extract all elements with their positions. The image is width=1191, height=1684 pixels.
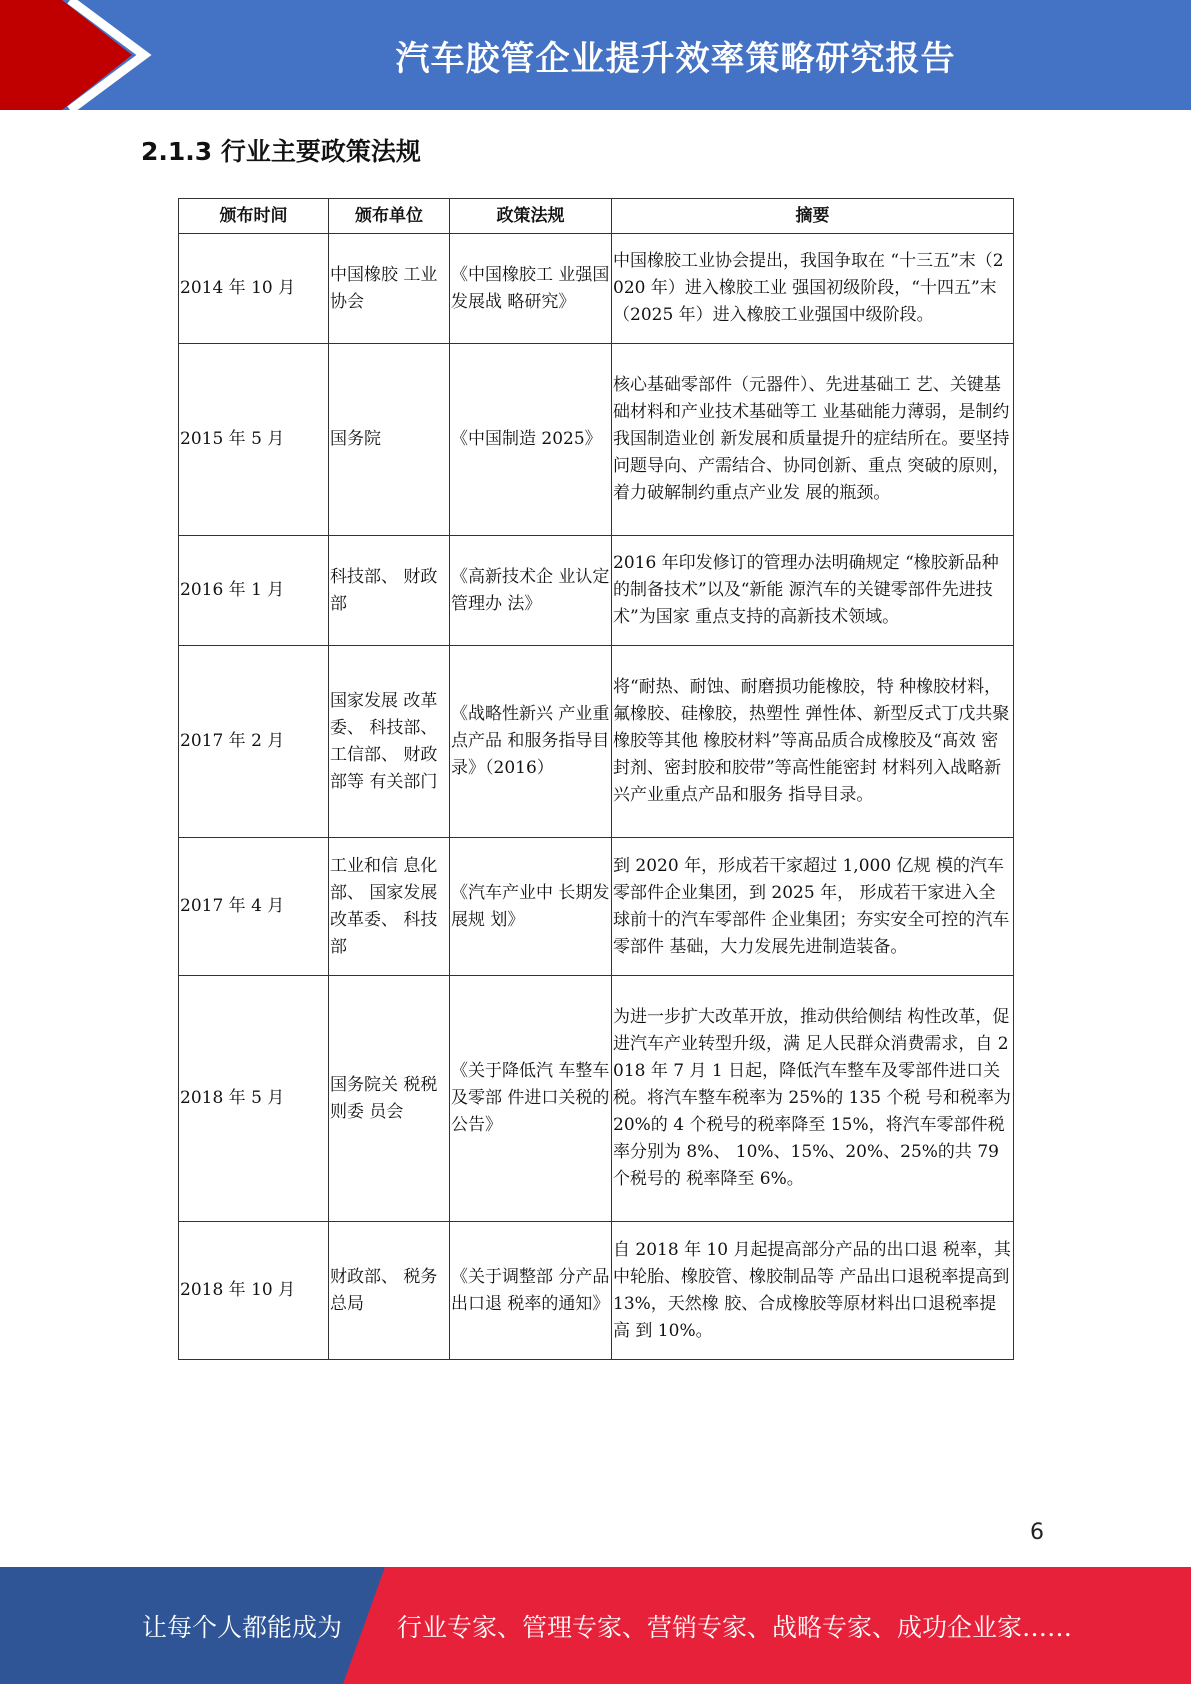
cell-date: 2017 年 2 月 xyxy=(179,646,329,838)
page-number: 6 xyxy=(1030,1520,1044,1545)
cell-date: 2015 年 5 月 xyxy=(179,344,329,536)
cell-org: 国家发展 改革委、 科技部、 工信部、 财政部等 有关部门 xyxy=(329,646,450,838)
table-row xyxy=(179,976,1014,1222)
header-org: 颁布单位 xyxy=(329,199,450,234)
table-row xyxy=(179,1222,1014,1360)
cell-policy: 《关于调整部 分产品出口退 税率的通知》 xyxy=(450,1222,612,1360)
cell-date: 2014 年 10 月 xyxy=(179,234,329,344)
cell-org: 国务院关 税税则委 员会 xyxy=(329,976,450,1222)
cell-summary: 核心基础零部件（元器件）、先进基础工 艺、关键基础材料和产业技术基础等工 业基础能力薄弱，是制约我国制造业创 新发展和质量提升的症结所在。要坚持 问题导向、产需结合、协同创新、重点 突破的原则，着力破解制约重点产业发 展的瓶颈。 xyxy=(612,344,1014,536)
page-footer xyxy=(0,1567,1191,1684)
cell-date: 2018 年 10 月 xyxy=(179,1222,329,1360)
cell-summary: 将“耐热、耐蚀、耐磨损功能橡胶，特 种橡胶材料，氟橡胶、硅橡胶，热塑性 弹性体、新型反式丁戊共聚橡胶等其他 橡胶材料”等髙品质合成橡胶及“髙效 密封剂、密封胶和胶带”等高性能密封 材料列入战略新兴产业重点产品和服务 指导目录。 xyxy=(612,646,1014,838)
cell-org: 科技部、 财政部 xyxy=(329,536,450,646)
table-row xyxy=(179,344,1014,536)
header-summary: 摘要 xyxy=(612,199,1014,234)
table-header-row xyxy=(179,199,1014,234)
footer-slogan-left: 让每个人都能成为 xyxy=(142,1612,343,1642)
cell-org: 国务院 xyxy=(329,344,450,536)
cell-org: 工业和信 息化部、 国家发展 改革委、 科技部 xyxy=(329,838,450,976)
cell-policy: 《高新技术企 业认定管理办 法》 xyxy=(450,536,612,646)
table-row xyxy=(179,646,1014,838)
header-date: 颁布时间 xyxy=(179,199,329,234)
cell-date: 2016 年 1 月 xyxy=(179,536,329,646)
cell-summary: 为进一步扩大改革开放，推动供给侧结 构性改革，促进汽车产业转型升级，满 足人民群众消费需求，自 2018 年 7 月 1 日起，降低汽车整车及零部件进口关 税。将汽车整车税率为 25%的 135 个税 号和税率为 20%的 4 个税号的税率降至 15%，将汽车零部件税率分别为 8%、 10%、15%、20%、25%的共 79 个税号的 税率降至 6%。 xyxy=(612,976,1014,1222)
table-row xyxy=(179,536,1014,646)
cell-policy: 《关于降低汽 车整车及零部 件进口关税的 公告》 xyxy=(450,976,612,1222)
cell-date: 2017 年 4 月 xyxy=(179,838,329,976)
policy-table xyxy=(178,198,1014,1360)
cell-policy: 《汽车产业中 长期发展规 划》 xyxy=(450,838,612,976)
header-policy: 政策法规 xyxy=(450,199,612,234)
cell-summary: 2016 年印发修订的管理办法明确规定 “橡胶新品种的制备技术”以及“新能 源汽车的关键零部件先进技术”为国家 重点支持的高新技术领域。 xyxy=(612,536,1014,646)
footer-slogan-right: 行业专家、管理专家、营销专家、战略专家、成功企业家…… xyxy=(397,1612,1073,1642)
table-row xyxy=(179,838,1014,976)
cell-summary: 中国橡胶工业协会提出，我国争取在 “十三五”末（2020 年）进入橡胶工业 强国初级阶段，“十四五”末（2025 年）进入橡胶工业强国中级阶段。 xyxy=(612,234,1014,344)
cell-policy: 《中国制造 2025》 xyxy=(450,344,612,536)
cell-policy: 《战略性新兴 产业重点产品 和服务指导目 录》（2016） xyxy=(450,646,612,838)
table-row xyxy=(179,234,1014,344)
page-header xyxy=(0,0,1191,110)
cell-date: 2018 年 5 月 xyxy=(179,976,329,1222)
cell-org: 中国橡胶 工业协会 xyxy=(329,234,450,344)
cell-summary: 到 2020 年，形成若干家超过 1,000 亿规 模的汽车零部件企业集团，到 2025 年， 形成若干家进入全球前十的汽车零部件 企业集团；夯实安全可控的汽车零部件 基础，大力发展先进制造装备。 xyxy=(612,838,1014,976)
section-title: 2.1.3 行业主要政策法规 xyxy=(141,137,421,166)
cell-org: 财政部、 税务总局 xyxy=(329,1222,450,1360)
report-title: 汽车胶管企业提升效率策略研究报告 xyxy=(395,38,956,79)
cell-summary: 自 2018 年 10 月起提高部分产品的出口退 税率，其中轮胎、橡胶管、橡胶制品等 产品出口退税率提高到 13%，天然橡 胶、合成橡胶等原材料出口退税率提高 到 10%。 xyxy=(612,1222,1014,1360)
cell-policy: 《中国橡胶工 业强国发展战 略研究》 xyxy=(450,234,612,344)
